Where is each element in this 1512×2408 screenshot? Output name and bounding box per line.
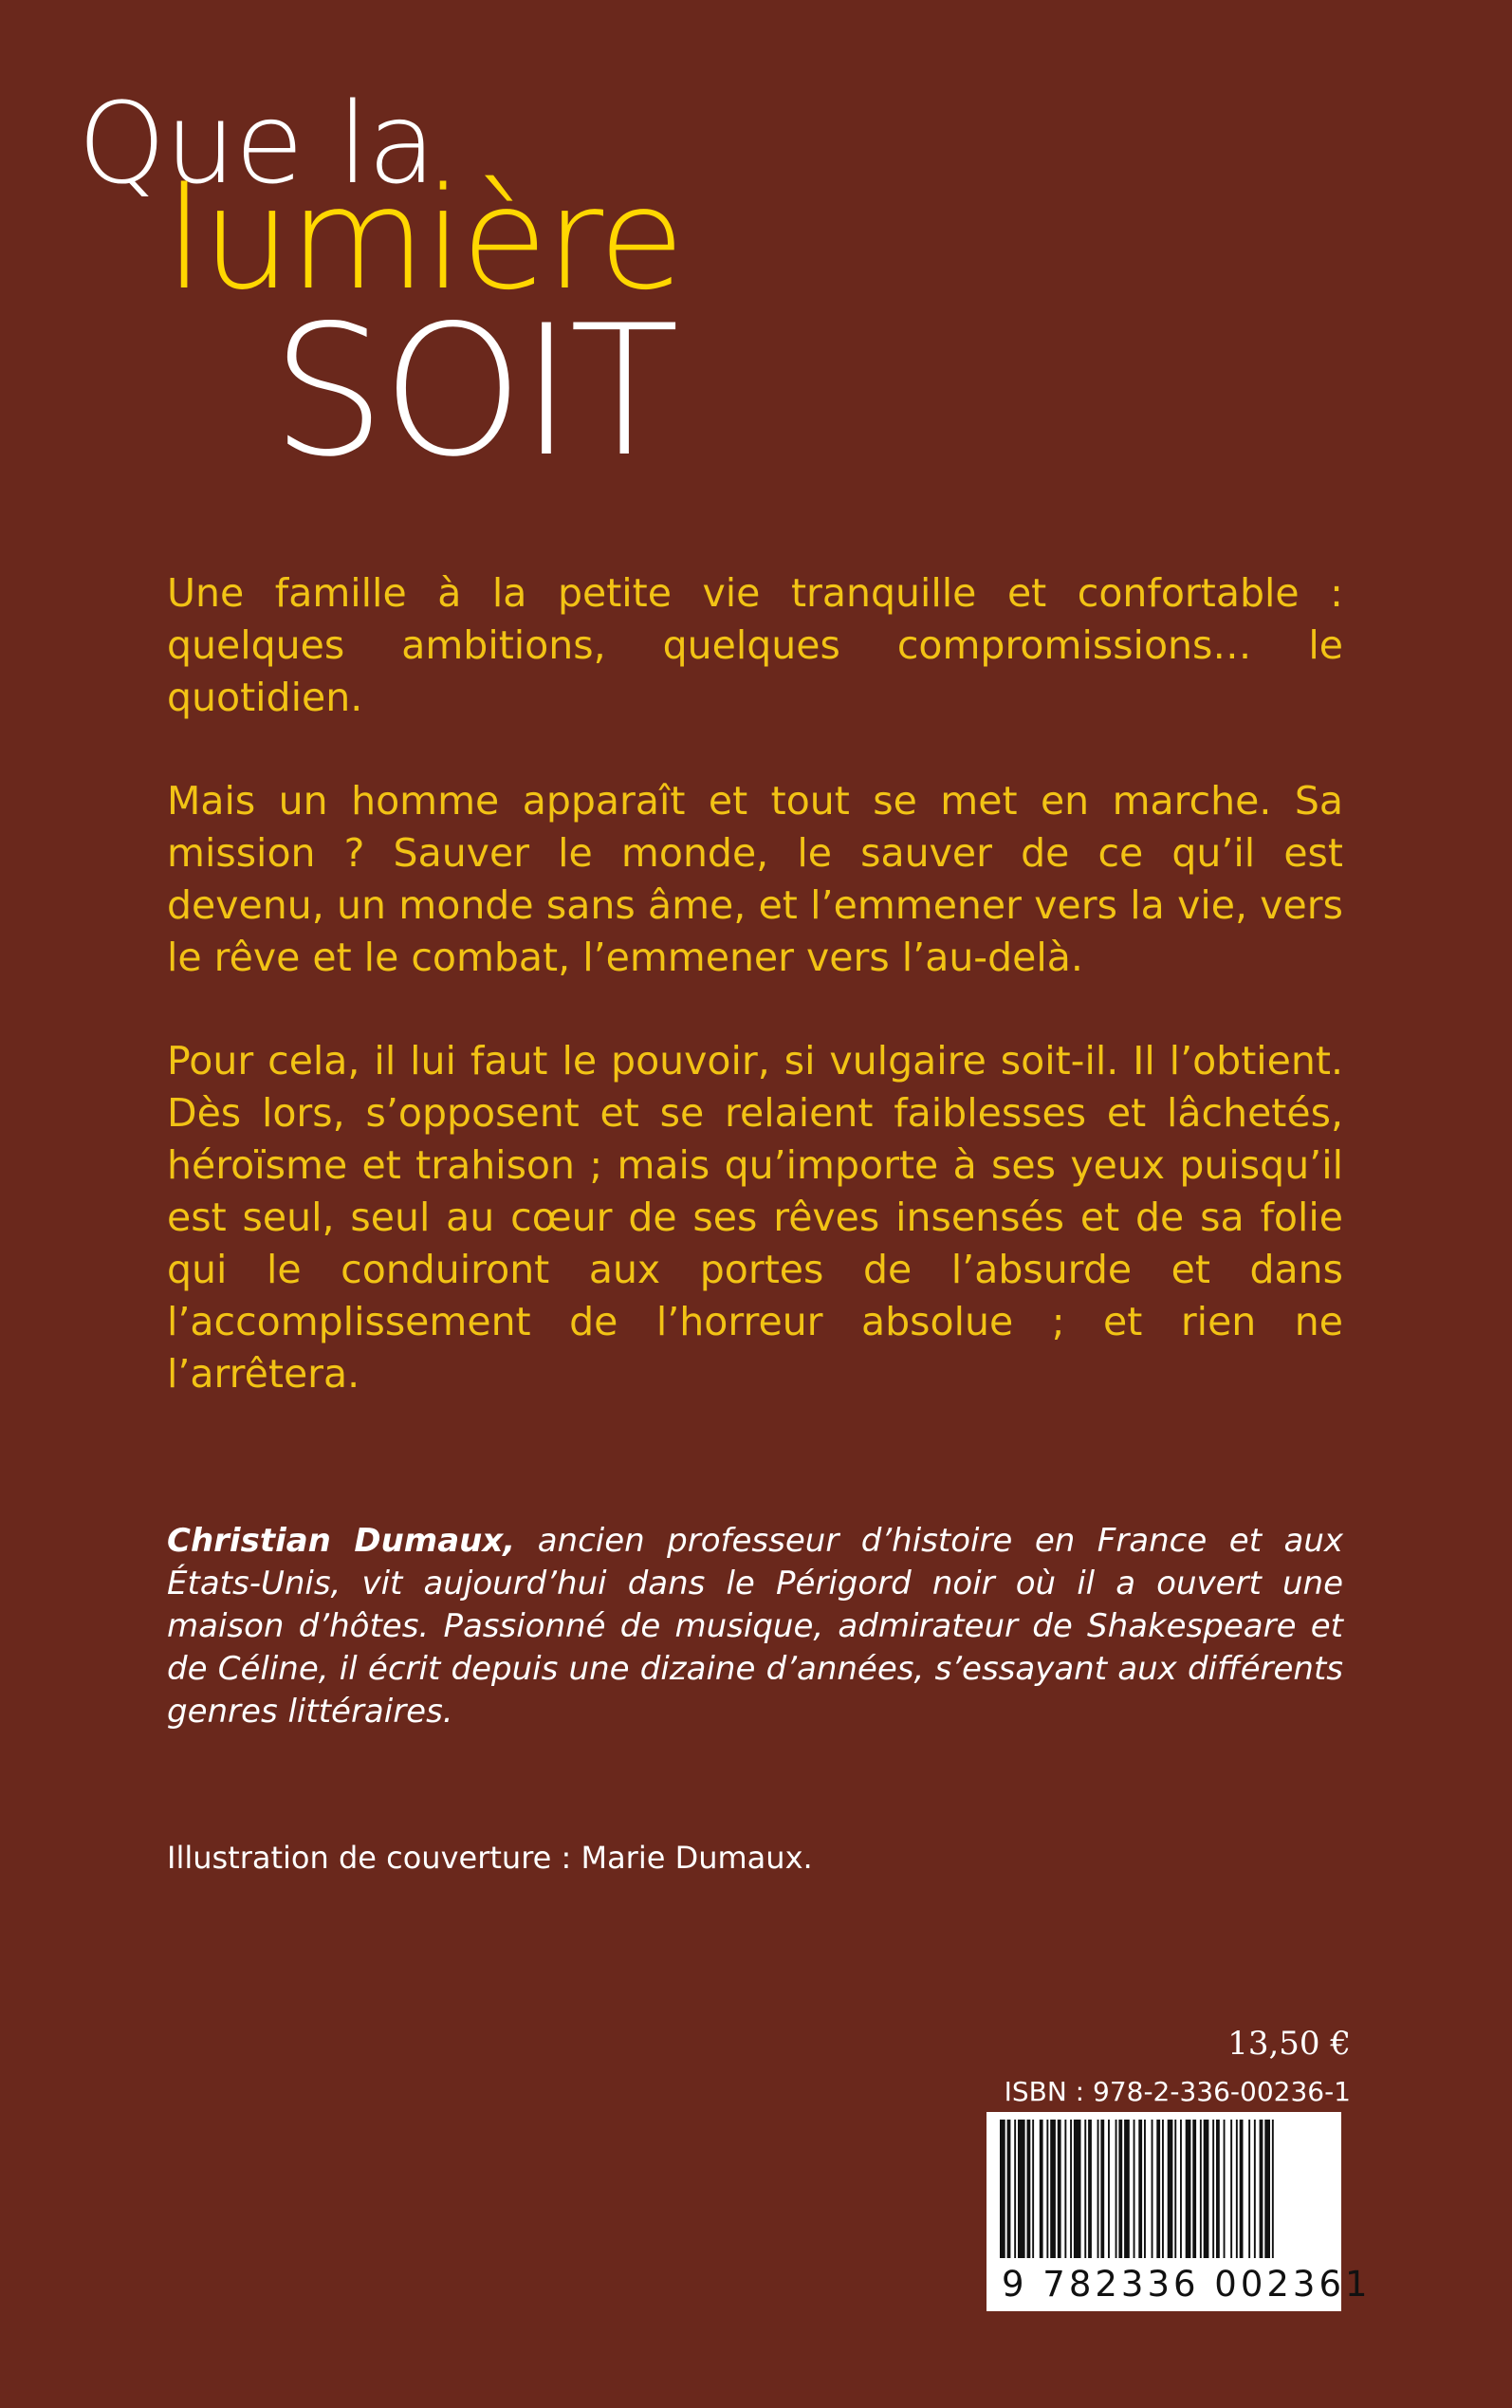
barcode-bar-41 bbox=[1254, 2120, 1256, 2258]
barcode-bar-42 bbox=[1260, 2120, 1263, 2258]
barcode-bar-34 bbox=[1212, 2120, 1214, 2258]
barcode-bar-28 bbox=[1174, 2120, 1176, 2258]
illustration-credit: Illustration de couverture : Marie Dumaux. bbox=[167, 1840, 813, 1876]
blurb-paragraph-2: Mais un homme apparaît et tout se met en marche. Sa mission ? Sauver le monde, le sauver de ce qu’il est devenu, un monde sans âme, et l’emmener vers la vie, vers le rêve et le combat, l’emmener vers l’au-delà. bbox=[167, 778, 1343, 980]
author-name: Christian Dumaux, bbox=[167, 1522, 516, 1560]
barcode-bar-25 bbox=[1156, 2120, 1160, 2258]
barcode-bar-21 bbox=[1134, 2120, 1135, 2258]
barcode-bar-29 bbox=[1180, 2120, 1182, 2258]
barcode bbox=[986, 2112, 1372, 2311]
barcode-bar-22 bbox=[1138, 2120, 1142, 2258]
title-line-2: lumière bbox=[165, 157, 683, 321]
barcode-bar-2 bbox=[1014, 2120, 1016, 2258]
barcode-bar-15 bbox=[1097, 2120, 1099, 2258]
barcode-bar-32 bbox=[1200, 2120, 1202, 2258]
barcode-bar-37 bbox=[1230, 2120, 1232, 2258]
title-line-1: Que la bbox=[78, 78, 435, 209]
barcode-bar-31 bbox=[1192, 2120, 1196, 2258]
barcode-bar-35 bbox=[1216, 2120, 1220, 2258]
barcode-bar-13 bbox=[1084, 2120, 1086, 2258]
barcode-bar-19 bbox=[1118, 2120, 1122, 2258]
barcode-bars bbox=[1000, 2120, 1328, 2258]
title-line-3: SOIT bbox=[271, 287, 676, 496]
barcode-bar-36 bbox=[1224, 2120, 1226, 2258]
barcode-bar-38 bbox=[1236, 2120, 1238, 2258]
barcode-bar-24 bbox=[1152, 2120, 1153, 2258]
barcode-bar-0 bbox=[1000, 2120, 1005, 2258]
barcode-bar-9 bbox=[1058, 2120, 1061, 2258]
barcode-bar-23 bbox=[1144, 2120, 1146, 2258]
barcode-bar-1 bbox=[1007, 2120, 1011, 2258]
blurb-paragraph-3: Pour cela, il lui faut le pouvoir, si vulgaire soit-il. Il l’obtient. Dès lors, s’opposent et se relaient faiblesses et lâchetés, héroïsme et trahison ; mais qu’importe à ses yeux puisqu’il est seul, seul au cœur de ses rêves insensés et de sa folie qui le conduiront aux portes de l’absurde et dans l’accomplissement de l’horreur absolue ; et rien ne l’arrêtera. bbox=[167, 1038, 1343, 1397]
barcode-bar-5 bbox=[1032, 2120, 1034, 2258]
barcode-bar-6 bbox=[1040, 2120, 1043, 2258]
isbn-label: ISBN : 978-2-336-00236-1 bbox=[1004, 2076, 1351, 2107]
barcode-bar-33 bbox=[1204, 2120, 1209, 2258]
barcode-bar-43 bbox=[1264, 2120, 1270, 2258]
barcode-digits: 9 782336 002361 bbox=[1002, 2264, 1372, 2305]
barcode-bar-39 bbox=[1240, 2120, 1244, 2258]
author-bio-text: ancien professeur d’histoire en France et aux États-Unis, vit aujourd’hui dans le Périgord noir où il a ouvert une maison d’hôtes. Passionné de musique, admirateur de Shakespeare et de Céline, il écrit depuis une dizaine d’années, s’essayant aux différents genres littéraires. bbox=[167, 1522, 1343, 1731]
barcode-bar-3 bbox=[1018, 2120, 1025, 2258]
barcode-bar-8 bbox=[1050, 2120, 1056, 2258]
barcode-bar-16 bbox=[1100, 2120, 1104, 2258]
author-bio bbox=[167, 1520, 1343, 1733]
blurb-paragraph-1: Une famille à la petite vie tranquille et confortable : quelques ambitions, quelques compromissions… le quotidien. bbox=[167, 570, 1343, 720]
barcode-bar-7 bbox=[1046, 2120, 1048, 2258]
barcode-bar-11 bbox=[1070, 2120, 1072, 2258]
barcode-bar-44 bbox=[1272, 2120, 1274, 2258]
barcode-bar-17 bbox=[1108, 2120, 1110, 2258]
barcode-bar-4 bbox=[1027, 2120, 1031, 2258]
barcode-bar-12 bbox=[1074, 2120, 1081, 2258]
barcode-bar-20 bbox=[1124, 2120, 1130, 2258]
barcode-bar-10 bbox=[1064, 2120, 1066, 2258]
book-title bbox=[0, 0, 854, 496]
barcode-bar-18 bbox=[1116, 2120, 1117, 2258]
barcode-bar-14 bbox=[1088, 2120, 1092, 2258]
barcode-bar-30 bbox=[1186, 2120, 1191, 2258]
price-label: 13,50 € bbox=[1227, 2025, 1351, 2063]
book-blurb bbox=[167, 567, 1343, 1452]
barcode-bar-40 bbox=[1248, 2120, 1250, 2258]
barcode-bar-27 bbox=[1168, 2120, 1173, 2258]
barcode-bar-26 bbox=[1162, 2120, 1164, 2258]
